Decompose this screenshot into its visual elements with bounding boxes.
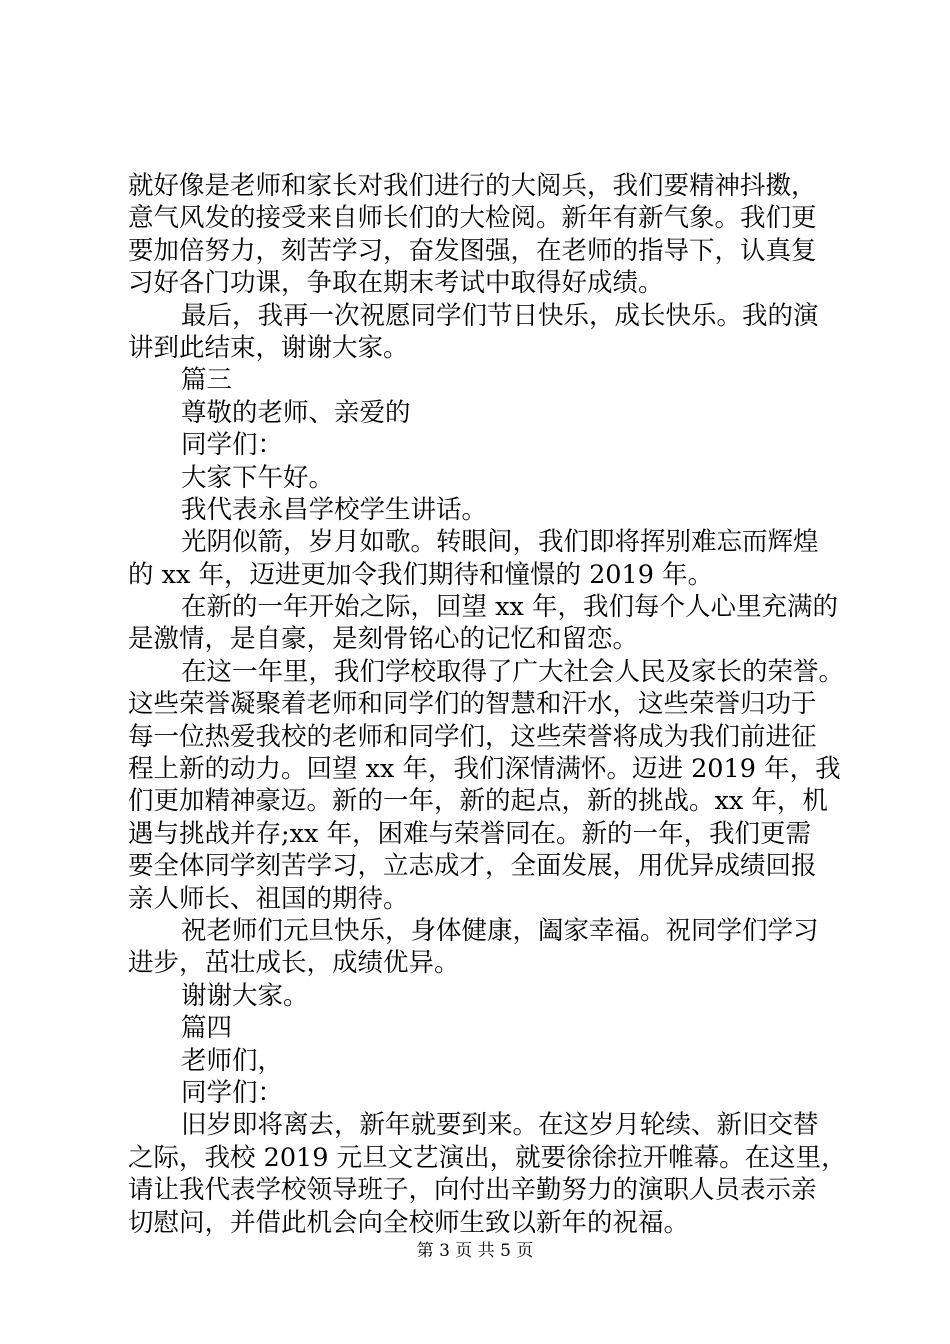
- text-line: 旧岁即将离去，新年就要到来。在这岁月轮续、新旧交替: [181, 1110, 819, 1141]
- text-line: 要全体同学刻苦学习，立志成才，全面发展，用优异成绩回报: [128, 851, 817, 882]
- section-heading: 篇三: [181, 365, 233, 396]
- page-footer: [0, 1239, 950, 1263]
- text-line: 同学们：: [181, 1077, 284, 1108]
- text-line: 进步，茁壮成长，成绩优异。: [128, 948, 460, 979]
- text-line: 祝老师们元旦快乐，身体健康，阖家幸福。祝同学们学习: [181, 915, 819, 946]
- text-line: 切慰问，并借此机会向全校师生致以新年的祝福。: [128, 1207, 690, 1238]
- text-line: 这些荣誉凝聚着老师和同学们的智慧和汗水，这些荣誉归功于: [128, 689, 817, 720]
- text-line: 大家下午好。: [181, 462, 335, 493]
- text-line: 老师们，: [181, 1045, 284, 1076]
- text-line: 尊敬的老师、亲爱的: [181, 397, 411, 428]
- text-line: 谢谢大家。: [181, 980, 309, 1011]
- page-number-label: 第 3 页 共 5 页: [416, 1241, 534, 1261]
- text-line: 遇与挑战并存;xx 年，困难与荣誉同在。新的一年，我们更需: [128, 818, 811, 849]
- text-line: 意气风发的接受来自师长们的大检阅。新年有新气象。我们更: [128, 203, 817, 234]
- text-line: 请让我代表学校领导班子，向付出辛勤努力的演职人员表示亲: [128, 1175, 817, 1206]
- text-line: 亲人师长、祖国的期待。: [128, 883, 409, 914]
- document-body: [128, 170, 847, 1239]
- text-line: 习好各门功课，争取在期末考试中取得好成绩。: [128, 268, 664, 299]
- text-line: 光阴似箭，岁月如歌。转眼间，我们即将挥别难忘而辉煌: [181, 527, 819, 558]
- text-line: 是激情，是自豪，是刻骨铭心的记忆和留恋。: [128, 624, 639, 655]
- text-line: 最后，我再一次祝愿同学们节日快乐，成长快乐。我的演: [181, 300, 819, 331]
- text-line: 们更加精神豪迈。新的一年，新的起点，新的挑战。xx 年，机: [128, 786, 828, 817]
- text-line: 在这一年里，我们学校取得了广大社会人民及家长的荣誉。: [181, 656, 845, 687]
- section-heading: 篇四: [181, 1013, 233, 1044]
- text-line: 在新的一年开始之际，回望 xx 年，我们每个人心里充满的: [181, 592, 838, 623]
- text-line: 的 xx 年，迈进更加令我们期待和憧憬的 2019 年。: [128, 559, 714, 590]
- text-line: 讲到此结束，谢谢大家。: [128, 332, 409, 363]
- text-line: 要加倍努力，刻苦学习，奋发图强，在老师的指导下，认真复: [128, 235, 817, 266]
- text-line: 之际，我校 2019 元旦文艺演出，就要徐徐拉开帷幕。在这里，: [128, 1142, 847, 1173]
- text-line: 程上新的动力。回望 xx 年，我们深情满怀。迈进 2019 年，我: [128, 754, 841, 785]
- text-line: 每一位热爱我校的老师和同学们，这些荣誉将成为我们前进征: [128, 721, 817, 752]
- text-line: 同学们：: [181, 430, 284, 461]
- text-line: 就好像是老师和家长对我们进行的大阅兵，我们要精神抖擞，: [128, 171, 817, 201]
- text-line: 我代表永昌学校学生讲话。: [181, 494, 488, 525]
